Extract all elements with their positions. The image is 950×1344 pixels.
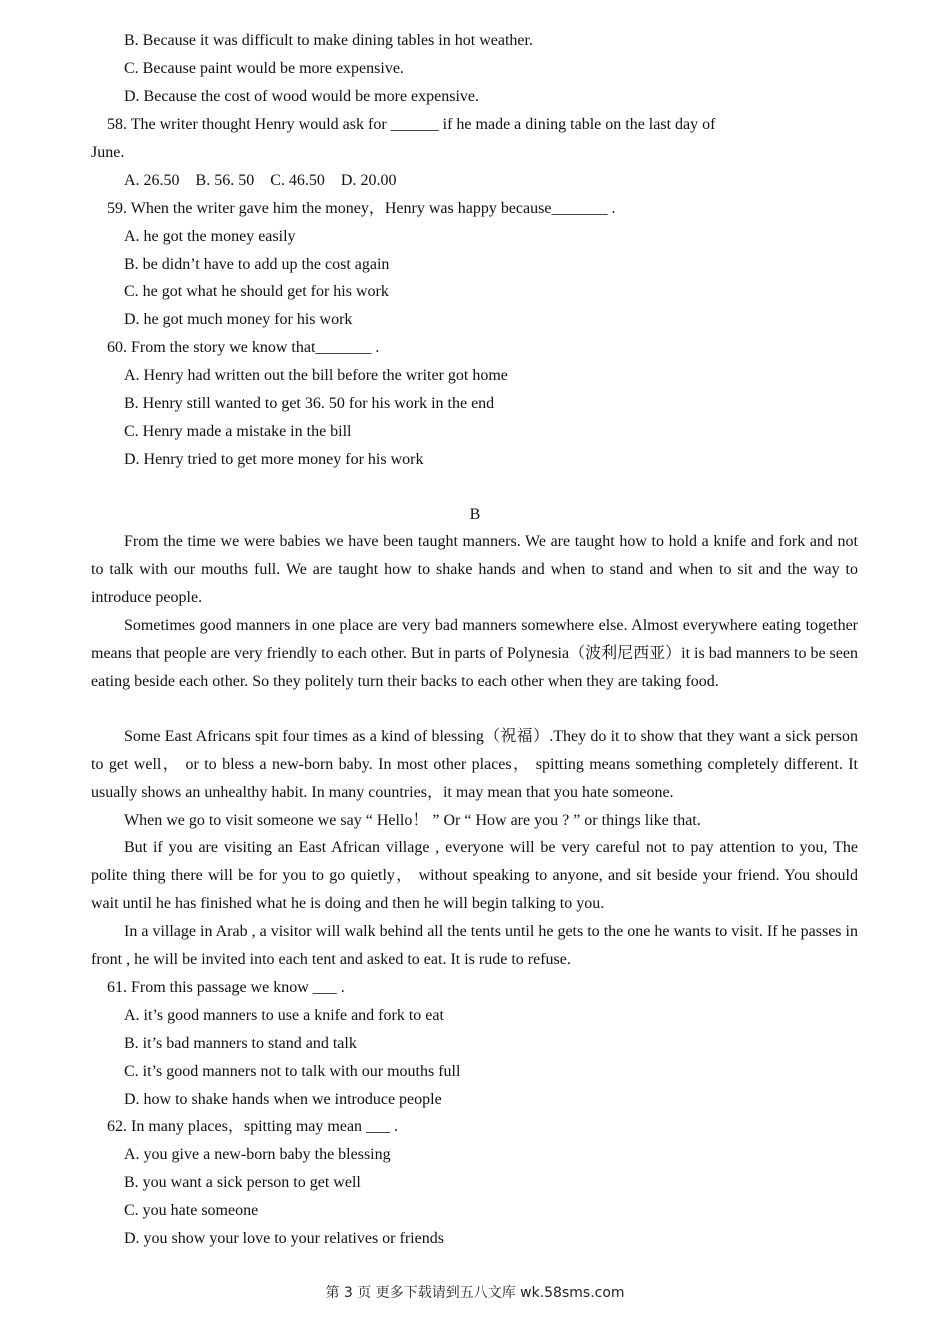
q59-stem: 59. When the writer gave him the money，Henry was happy because_______ .: [107, 200, 616, 217]
passage-paragraph-2: Sometimes good manners in one place are very bad manners somewhere else. Almost everywhere eating together means that people are very friendly to each other. But in parts of Polynesia（波利尼西亚）it is bad manners to be seen eating beside each other. So they politely turn their backs to each other when they are taking food.: [91, 617, 858, 690]
q58-stem: 58. The writer thought Henry would ask for ______ if he made a dining table on the last day of: [107, 116, 716, 133]
q60-stem: 60. From the story we know that_______ .: [107, 339, 380, 356]
passage-paragraph-5: But if you are visiting an East African village , everyone will be very careful not to pay attention to you, The polite thing there will be for you to go quietly， without speaking to anyone, and sit beside your friend. You should wait until he has finished what he is doing and then he will begin talking to you.: [91, 839, 858, 912]
passage-paragraph-6: In a village in Arab , a visitor will walk behind all the tents until he gets to the one he wants to visit. If he passes in front , he will be invited into each tent and asked to eat. It is rude to refuse.: [91, 923, 858, 968]
q61-option-d: D. how to shake hands when we introduce people: [124, 1091, 442, 1108]
q59-option-b: B. be didn’t have to add up the cost again: [124, 256, 390, 273]
q61-stem: 61. From this passage we know ___ .: [107, 979, 345, 996]
q58-stem-continued: June.: [91, 144, 125, 161]
q59-option-c: C. he got what he should get for his work: [124, 283, 389, 300]
q61-option-b: B. it’s bad manners to stand and talk: [124, 1035, 357, 1052]
q61-option-a: A. it’s good manners to use a knife and fork to eat: [124, 1007, 444, 1024]
passage-paragraph-1: From the time we were babies we have been taught manners. We are taught how to hold a knife and fork and not to talk with our mouths full. We are taught how to shake hands and when to stand and when to sit and the way to introduce people.: [91, 533, 858, 606]
q62-option-a: A. you give a new-born baby the blessing: [124, 1146, 391, 1163]
q57-option-d: D. Because the cost of wood would be more expensive.: [124, 88, 480, 105]
q61-option-c: C. it’s good manners not to talk with our mouths full: [124, 1063, 461, 1080]
q60-option-b: B. Henry still wanted to get 36. 50 for his work in the end: [124, 395, 495, 412]
section-heading: B: [469, 506, 481, 523]
page-footer: 第 3 页 更多下载请到五八文库 wk.58sms.com: [325, 1285, 625, 1301]
q58-options: A. 26.50 B. 56. 50 C. 46.50 D. 20.00: [124, 172, 397, 189]
q62-option-d: D. you show your love to your relatives or friends: [124, 1230, 444, 1247]
q62-stem: 62. In many places，spitting may mean ___ .: [107, 1118, 399, 1135]
q57-option-b: B. Because it was difficult to make dining tables in hot weather.: [124, 32, 533, 49]
q62-option-c: C. you hate someone: [124, 1202, 259, 1219]
q62-option-b: B. you want a sick person to get well: [124, 1174, 361, 1191]
q59-option-d: D. he got much money for his work: [124, 311, 353, 328]
passage-paragraph-4: When we go to visit someone we say “ Hello！ ” Or “ How are you ? ” or things like that.: [124, 812, 701, 829]
q60-option-a: A. Henry had written out the bill before the writer got home: [124, 367, 508, 384]
q57-option-c: C. Because paint would be more expensive.: [124, 60, 404, 77]
passage-paragraph-3: Some East Africans spit four times as a kind of blessing（祝福）.They do it to show that they want a sick person to get well， or to bless a new-born baby. In most other places， spitting means something completely different. It usually shows an unhealthy habit. In many countries，it may mean that you hate someone.: [91, 728, 858, 801]
q60-option-d: D. Henry tried to get more money for his work: [124, 451, 424, 468]
q60-option-c: C. Henry made a mistake in the bill: [124, 423, 352, 440]
q59-option-a: A. he got the money easily: [124, 228, 296, 245]
